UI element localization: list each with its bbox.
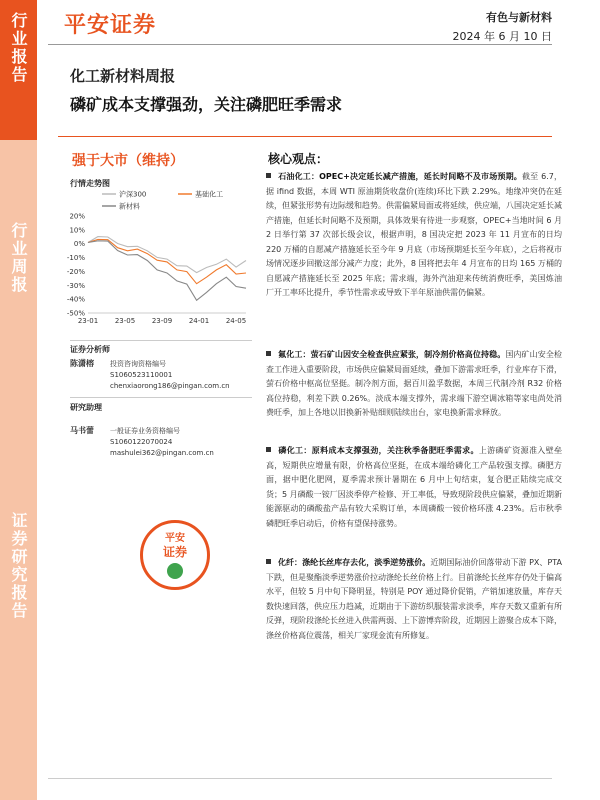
legend-label: 基础化工 bbox=[195, 190, 223, 199]
y-tick-label: 10% bbox=[69, 226, 85, 235]
analyst-card bbox=[70, 358, 230, 392]
sidebar-label-research: 证券研究报告 bbox=[9, 512, 28, 620]
sidebar bbox=[0, 0, 37, 800]
y-tick-label: -40% bbox=[66, 295, 85, 304]
seal-text-bottom: 证券 bbox=[162, 545, 187, 559]
section-body: 近期国际油价回落带动下游 PX、PTA 下跌，但是聚酯淡季逆势涨价拉动涤纶长丝价格上行。目前涤纶长丝库存仍处于偏高水平，但较 5 月中旬下降明显，特别是 POY 通过降价促销，产销加速放量，库存天数快速回落，供应压力趋减，近期由于下游纺织服装需求淡季，库存天数又重新有所反弹，现阶段涤纶长丝进入供需两弱、上下游博弈阶段，近期因上游聚合成本下降，涤丝价格高位震荡，相关厂家现金流有所修复。 bbox=[266, 558, 563, 640]
y-tick-label: -10% bbox=[66, 254, 85, 263]
y-tick-label: -50% bbox=[66, 309, 85, 318]
x-tick-label: 23-05 bbox=[114, 317, 136, 325]
chart-heading: 行情走势图 bbox=[70, 179, 110, 188]
assistant-name: 马书蕾 bbox=[70, 426, 94, 435]
section-phosphorus bbox=[266, 444, 562, 531]
x-tick-label: 23-01 bbox=[77, 317, 99, 325]
y-tick-label: -20% bbox=[66, 267, 85, 276]
section-petrochemical bbox=[266, 170, 562, 301]
seal-text-top: 平安 bbox=[165, 533, 185, 544]
header-divider bbox=[48, 44, 552, 45]
footer-divider bbox=[48, 778, 552, 779]
x-tick-label: 23-09 bbox=[151, 317, 173, 325]
company-seal bbox=[140, 520, 210, 590]
report-kicker: 化工新材料周报 bbox=[70, 67, 176, 85]
assistant-line-1: S1060122070024 bbox=[110, 438, 173, 446]
analyst-heading: 证券分析师 bbox=[70, 345, 110, 354]
section-fluorochemical bbox=[266, 348, 562, 421]
section-head: 化纤：涤纶长丝库存去化，淡季逆势涨价。 bbox=[278, 558, 431, 567]
section-body: 上游磷矿资源准入壁垒高，短期供应增量有限，价格高位坚挺，在成本端给磷化工产品较强支撑。磷肥方面，据中肥化肥网，夏季需求预计暑期在 6 月中上旬结束，复合肥正陆续完成交货；5 月磷酸一铵厂因淡季停产检修、开工率低，导致现阶段供应偏紧，叠加近期新能源驱动的磷酸盐产品有较大采购订单，本周磷酸一铵价格环涨 4.23%。后市秋季磷肥旺季启动后，价格有望保持涨势。 bbox=[266, 446, 563, 528]
section-body: 截至 6.7，据 ifind 数据，本周 WTI 原油期货收盘价(连续)环比下跌 2.29%。地缘冲突仍在延续，但紧张形势有边际缓和趋势。供需偏紧局面或将延续，供应端，八国决定延长减产措施，但延长时间略不及预期，具体效果有待进一步观察，OPEC+当地时间 6 月 2 日举行第 37 次部长级会议，根据声明，8 国决定把 2023 年 11 月宣布的日均 220 万桶的自愿减产措施延长至今年 9 月底（市场预期延长至今年底），之后将视市场情况逐步回撤这部分减产力度；此外，8 国将把去年 4 月宣布的日均 165 万桶的自愿减产措施延长至 2025 年底；需求端，海外汽油迎来传统消费旺季，美国炼油厂开工率环比提升，季节性需求或导致下半年原油供需仍偏紧。 bbox=[266, 172, 563, 297]
analyst-line-0: 投资咨询资格编号 bbox=[110, 360, 166, 368]
assistant-heading: 研究助理 bbox=[70, 403, 102, 412]
performance-chart bbox=[56, 188, 252, 328]
assistant-card bbox=[70, 425, 214, 459]
x-tick-label: 24-01 bbox=[188, 317, 210, 325]
bullet-icon bbox=[266, 351, 271, 356]
analyst-line-1: S1060523110001 bbox=[110, 371, 173, 379]
sidebar-block-report-type bbox=[0, 0, 37, 140]
core-views-heading: 核心观点： bbox=[268, 152, 329, 166]
analyst-email[interactable]: chenxiaorong186@pingan.com.cn bbox=[110, 382, 230, 390]
analyst-name: 陈潇榕 bbox=[70, 359, 94, 368]
report-title: 磷矿成本支撑强劲，关注磷肥旺季需求 bbox=[70, 95, 343, 114]
title-divider bbox=[58, 136, 552, 137]
section-head: 石油化工：OPEC+决定延长减产措施，延长时间略不及市场预期。 bbox=[278, 172, 522, 181]
chart-divider bbox=[70, 340, 252, 341]
y-tick-label: -30% bbox=[66, 281, 85, 290]
bullet-icon bbox=[266, 559, 271, 564]
legend-label: 沪深300 bbox=[119, 190, 147, 199]
legend-label: 新材料 bbox=[119, 202, 140, 211]
section-chemical-fiber bbox=[266, 556, 562, 643]
performance-chart-svg bbox=[56, 188, 252, 328]
bullet-icon bbox=[266, 173, 271, 178]
seal-leaf-icon bbox=[167, 563, 183, 579]
sidebar-label-report-type: 行业报告 bbox=[9, 12, 28, 84]
y-tick-label: 0% bbox=[73, 240, 85, 249]
assistant-line-0: 一般证券业务资格编号 bbox=[110, 427, 180, 435]
brand-logo: 平安证券 bbox=[64, 13, 157, 38]
assistant-email[interactable]: mashulei362@pingan.com.cn bbox=[110, 449, 214, 457]
sidebar-label-weekly: 行业周报 bbox=[9, 222, 28, 294]
header-category: 有色与新材料 bbox=[486, 11, 552, 24]
x-tick-label: 24-05 bbox=[225, 317, 247, 325]
section-head: 氟化工：萤石矿山因安全检查供应紧张，制冷剂价格高位持稳。 bbox=[278, 350, 506, 359]
section-head: 磷化工：原料成本支撑强劲，关注秋季备肥旺季需求。 bbox=[278, 446, 479, 455]
header-date: 2024 年 6 月 10 日 bbox=[452, 30, 552, 43]
header-meta bbox=[453, 8, 552, 46]
series-line-2 bbox=[88, 241, 246, 300]
sidebar-block-weekly bbox=[0, 140, 37, 500]
bullet-icon bbox=[266, 447, 271, 452]
rating-label: 强于大市（维持） bbox=[72, 153, 184, 169]
analyst-divider bbox=[70, 397, 252, 398]
section-body: 国内矿山安全检查工作进入重要阶段，市场供应偏紧局面延续，叠加下游需求旺季，行业库存下滑，萤石价格中枢高位坚挺。制冷剂方面，据百川盈孚数据，本周三代制冷剂 R32 价格高位持稳，利差下跌 0.26%。淡成本端支撑外，需求端下游空调冰箱等家电尚处消费旺季，加上各地以旧换新补贴细则陆续出台，家电换新需求释放。 bbox=[266, 350, 562, 417]
y-tick-label: 20% bbox=[69, 212, 85, 221]
sidebar-block-research bbox=[0, 500, 37, 800]
